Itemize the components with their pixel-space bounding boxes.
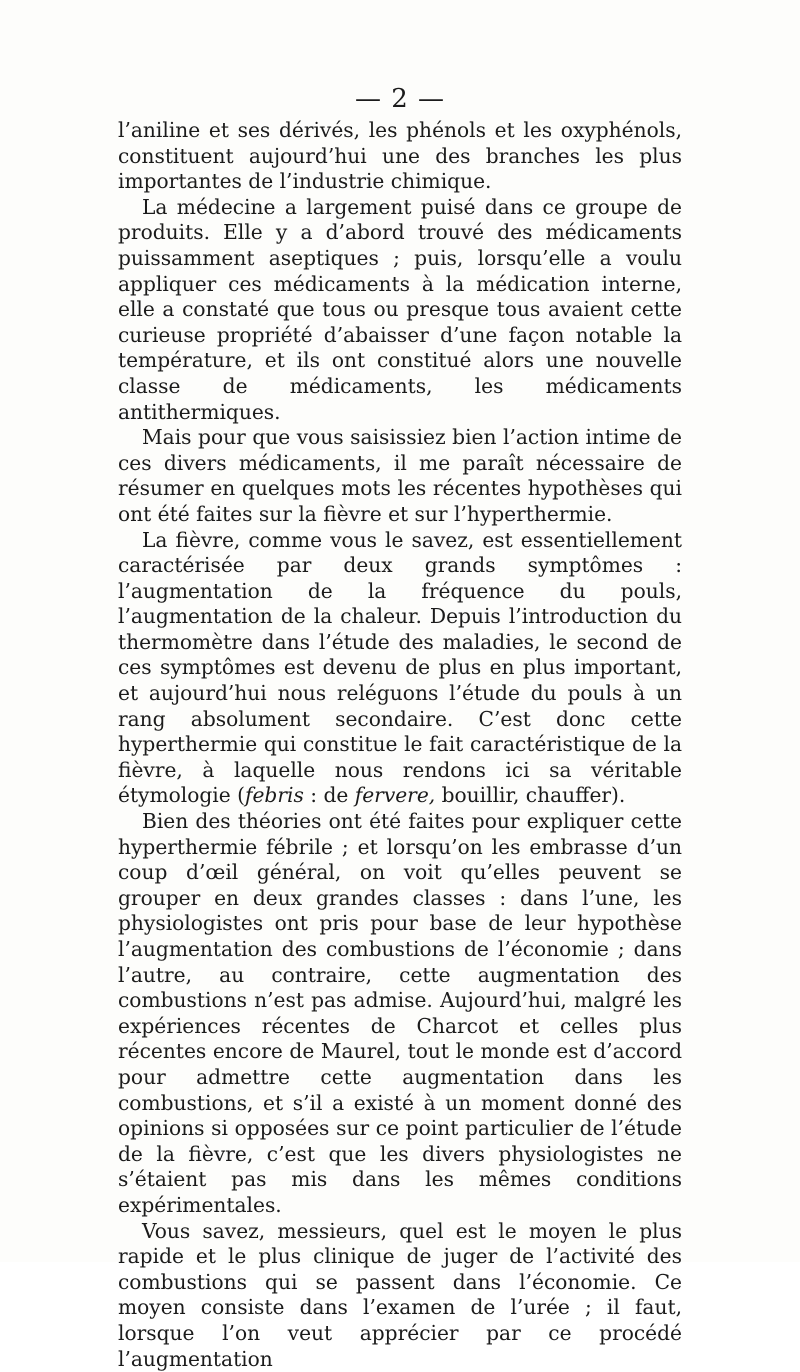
latin-verb: fervere, <box>354 783 436 808</box>
page-body <box>118 118 682 1372</box>
paragraph-6: Vous savez, messieurs, quel est le moyen le plus rapide et le plus clinique de juger de l’activité des combustions qui se passent dans l’économie. Ce moyen consiste dans l’examen de l’urée ; il faut, lorsque l’on veut apprécier par ce procédé l’augmentation <box>118 1218 682 1371</box>
paragraph-4 <box>118 528 682 810</box>
paragraph-2: La médecine a largement puisé dans ce groupe de produits. Elle y a d’abord trouvé des médicaments puissamment aseptiques ; puis, lorsqu’elle a voulu appliquer ces médicaments à la médication interne, elle a constaté que tous ou presque tous avaient cette curieuse propriété d’abaisser d’une façon notable la température, et ils ont constitué alors une nouvelle classe de médicaments, les médicaments antithermiques. <box>118 194 682 424</box>
latin-word: febris <box>245 783 304 808</box>
paragraph-4-connector: : de <box>303 783 355 808</box>
paragraph-4-text: La fièvre, comme vous le savez, est essentiellement caractérisée par deux grands symptômes : l’augmentation de la fréquence du pouls, l’augmentation de la chaleur. Depuis l’introduction du thermomètre dans l’étude des maladies, le second de ces symptômes est devenu de plus en plus important, et aujourd’hui nous reléguons l’étude du pouls à un rang absolument secondaire. C’est donc cette hyperthermie qui constitue le fait caractéristique de la fièvre, à laquelle nous rendons ici sa véritable étymologie ( <box>118 527 682 808</box>
paragraph-3: Mais pour que vous saisissiez bien l’action intime de ces divers médicaments, il me paraît nécessaire de résumer en quelques mots les récentes hypothèses qui ont été faites sur la fièvre et sur l’hyperthermie. <box>118 425 682 526</box>
paragraph-1: l’aniline et ses dérivés, les phénols et les oxyphénols, constituent aujourd’hui une des branches les plus importantes de l’industrie chimique. <box>118 118 682 194</box>
paragraph-5: Bien des théories ont été faites pour expliquer cette hyperthermie fébrile ; et lorsqu’on les embrasse d’un coup d’œil général, on voit qu’elles peuvent se grouper en deux grandes classes : dans l’une, les physiologistes ont pris pour base de leur hypothèse l’augmentation des combustions de l’économie ; dans l’autre, au contraire, cette augmentation des combustions n’est pas admise. Aujourd’hui, malgré les expériences récentes de Charcot et celles plus récentes encore de Maurel, tout le monde est d’accord pour admettre cette augmentation dans les combustions, et s’il a existé à un moment donné des opinions si opposées sur ce point particulier de l’étude de la fièvre, c’est que les divers physiologistes ne s’étaient pas mis dans les mêmes conditions expérimentales. <box>118 809 682 1217</box>
page-number: — 2 — <box>354 84 446 114</box>
paragraph-4-end: bouillir, chauffer). <box>435 783 626 808</box>
